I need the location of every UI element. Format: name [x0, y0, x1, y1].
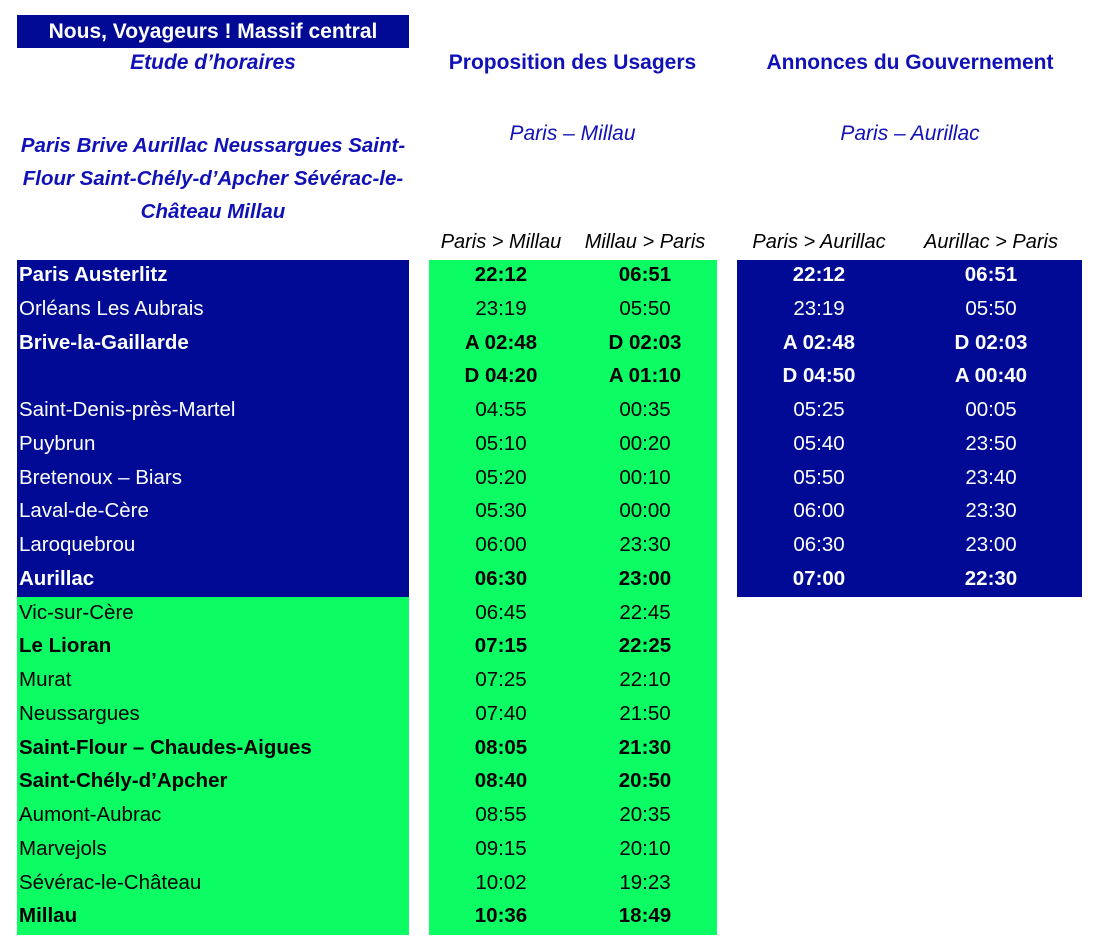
- time-users-return: 00:10: [619, 465, 671, 489]
- time-gov-return: 05:50: [965, 296, 1017, 320]
- time-gov-return: 23:00: [965, 533, 1017, 556]
- time-gov-outbound: 05:25: [793, 398, 845, 421]
- time-users-return: 05:50: [619, 296, 671, 320]
- time-users-return: 00:35: [619, 398, 671, 421]
- users-route: Paris – Millau: [509, 122, 636, 145]
- time-users-outbound: 05:10: [475, 431, 527, 455]
- time-gov-outbound: 07:00: [792, 566, 846, 590]
- time-users-outbound: 10:36: [474, 904, 528, 928]
- time-users-return: 18:49: [618, 904, 672, 928]
- time-gov-return: 00:05: [965, 398, 1017, 421]
- station-name: Murat: [19, 668, 72, 691]
- time-users-outbound: 07:40: [475, 701, 527, 725]
- station-name: Saint-Chély-d’Apcher: [19, 769, 228, 793]
- time-users-return: 20:50: [618, 769, 672, 793]
- government-header: Annonces du Gouvernement: [766, 51, 1054, 74]
- time-gov-outbound: 06:30: [793, 533, 845, 556]
- station-name: Saint-Flour – Chaudes-Aigues: [19, 735, 312, 759]
- time-users-return: A 01:10: [608, 364, 682, 388]
- time-users-outbound: 09:15: [475, 836, 527, 860]
- station-name: Vic-sur-Cère: [19, 600, 134, 624]
- time-users-outbound: 10:02: [475, 870, 527, 894]
- time-users-return: 19:23: [619, 870, 671, 894]
- time-users-return: 22:45: [619, 600, 671, 624]
- station-name: Le Lioran: [19, 634, 112, 658]
- government-route: Paris – Aurillac: [840, 122, 980, 145]
- station-name: Saint-Denis-près-Martel: [19, 398, 236, 421]
- time-gov-outbound: 23:19: [793, 296, 845, 320]
- station-name: Marvejols: [19, 836, 107, 860]
- time-gov-return: A 00:40: [954, 364, 1028, 388]
- time-gov-outbound: D 04:50: [782, 364, 856, 388]
- time-users-outbound: 05:30: [475, 499, 527, 523]
- time-gov-return: 23:40: [965, 465, 1017, 489]
- users-header: Proposition des Usagers: [448, 51, 697, 74]
- time-gov-outbound: A 02:48: [782, 330, 856, 354]
- station-name: Neussargues: [19, 701, 140, 725]
- time-gov-outbound: 05:40: [793, 431, 845, 455]
- time-users-outbound: 04:55: [475, 398, 527, 421]
- time-users-outbound: 07:25: [475, 668, 527, 691]
- time-gov-return: 23:30: [965, 499, 1017, 523]
- time-users-return: 06:51: [618, 263, 672, 286]
- time-users-outbound: D 04:20: [464, 364, 538, 388]
- station-name: Millau: [19, 904, 78, 928]
- time-users-outbound: 06:00: [475, 533, 527, 556]
- time-users-return: 00:20: [619, 431, 671, 455]
- col-users-return: Millau > Paris: [584, 231, 706, 253]
- time-users-return: 23:00: [618, 566, 672, 590]
- time-users-return: 21:50: [619, 701, 671, 725]
- station-name: Puybrun: [19, 431, 96, 455]
- document-title: Nous, Voyageurs ! Massif central: [17, 15, 409, 48]
- station-name: Aurillac: [19, 566, 95, 590]
- station-name: Brive-la-Gaillarde: [19, 330, 189, 354]
- time-users-return: 20:35: [619, 803, 671, 826]
- time-gov-return: 06:51: [964, 263, 1018, 286]
- station-name: Orléans Les Aubrais: [19, 296, 204, 320]
- time-users-outbound: 08:40: [474, 769, 528, 793]
- time-users-return: 22:10: [619, 668, 671, 691]
- time-users-outbound: 22:12: [474, 263, 528, 286]
- station-name: Laval-de-Cère: [19, 499, 149, 523]
- time-users-outbound: 23:19: [475, 296, 527, 320]
- time-users-outbound: 06:45: [475, 600, 527, 624]
- time-users-return: 20:10: [619, 836, 671, 860]
- document-subtitle: Etude d’horaires: [130, 51, 296, 74]
- col-gov-outbound: Paris > Aurillac: [752, 231, 886, 253]
- time-gov-outbound: 05:50: [793, 465, 845, 489]
- time-users-outbound: 05:20: [475, 465, 527, 489]
- time-users-outbound: 07:15: [474, 634, 528, 658]
- station-name: Laroquebrou: [19, 533, 136, 556]
- time-gov-return: D 02:03: [954, 330, 1028, 354]
- time-users-return: D 02:03: [608, 330, 682, 354]
- time-gov-return: 22:30: [964, 566, 1018, 590]
- time-users-outbound: 06:30: [474, 566, 528, 590]
- station-name: Sévérac-le-Château: [19, 870, 202, 894]
- time-gov-return: 23:50: [965, 431, 1017, 455]
- time-users-outbound: A 02:48: [464, 330, 538, 354]
- station-name: Paris Austerlitz: [19, 263, 168, 286]
- time-users-return: 00:00: [619, 499, 671, 523]
- time-gov-outbound: 22:12: [792, 263, 846, 286]
- time-users-outbound: 08:55: [475, 803, 527, 826]
- station-name: Bretenoux – Biars: [19, 465, 182, 489]
- station-name: Aumont-Aubrac: [19, 803, 162, 826]
- route-description: Paris Brive Aurillac Neussargues Saint-Flour Saint-Chély-d’Apcher Sévérac-le-Château Millau: [20, 134, 406, 223]
- time-gov-outbound: 06:00: [793, 499, 845, 523]
- time-users-return: 23:30: [619, 533, 671, 556]
- col-users-outbound: Paris > Millau: [440, 231, 562, 253]
- col-gov-return: Aurillac > Paris: [924, 231, 1058, 253]
- time-users-return: 22:25: [618, 634, 672, 658]
- time-users-return: 21:30: [618, 735, 672, 759]
- time-users-outbound: 08:05: [474, 735, 528, 759]
